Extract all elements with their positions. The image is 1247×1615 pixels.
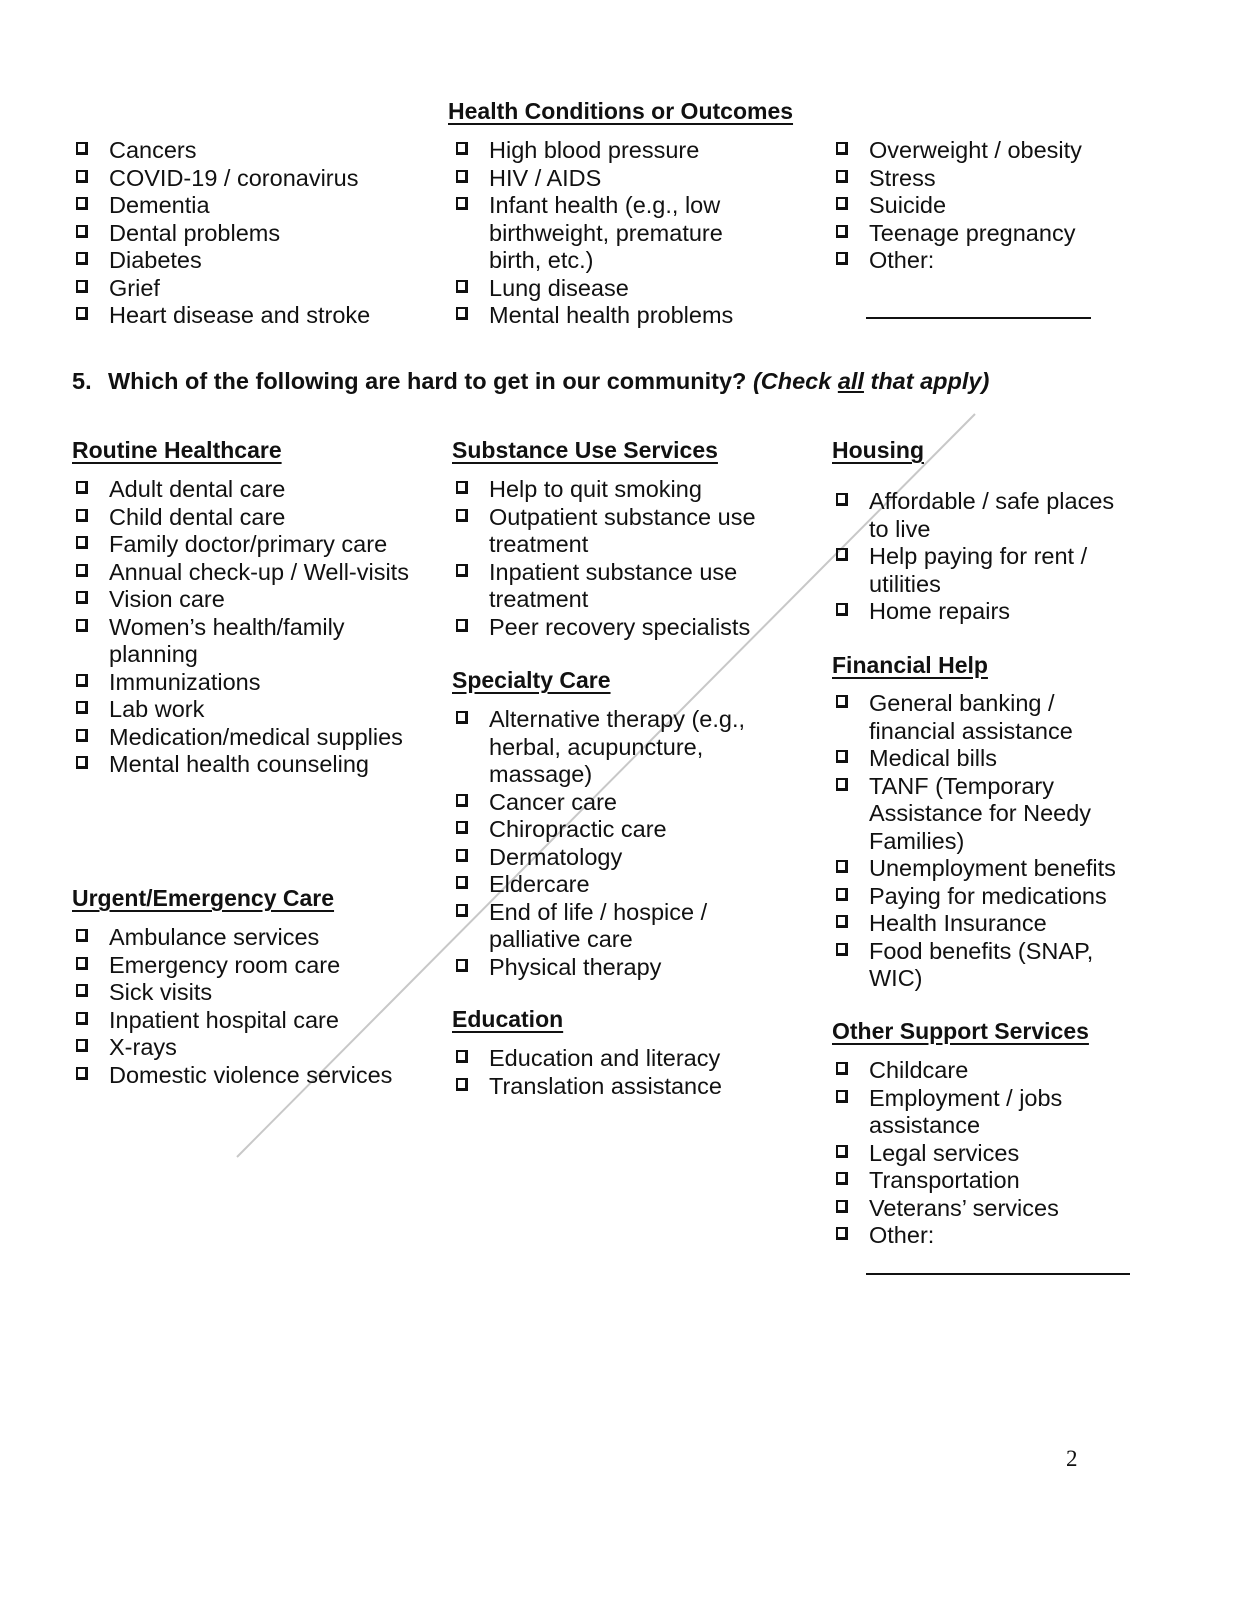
checkbox[interactable] bbox=[836, 252, 848, 265]
checklist-item-label: Lab work bbox=[109, 696, 205, 722]
education-list bbox=[452, 1045, 772, 1100]
checkbox[interactable] bbox=[76, 509, 88, 522]
checklist-item bbox=[452, 504, 772, 559]
checklist-item bbox=[832, 165, 1122, 193]
checkbox[interactable] bbox=[76, 701, 88, 714]
checklist-item-label: Employment / jobs assistance bbox=[869, 1084, 1063, 1138]
checklist-item bbox=[72, 952, 412, 980]
checklist-item-label: Grief bbox=[109, 274, 160, 301]
checkbox[interactable] bbox=[836, 1200, 848, 1213]
checkbox[interactable] bbox=[76, 1067, 88, 1080]
checkbox[interactable] bbox=[836, 493, 848, 506]
checkbox[interactable] bbox=[836, 1227, 848, 1240]
checklist-item bbox=[452, 871, 752, 899]
question-5 bbox=[72, 368, 989, 395]
checkbox[interactable] bbox=[456, 481, 468, 494]
checkbox[interactable] bbox=[76, 142, 88, 155]
checklist-item-label: Health Insurance bbox=[869, 910, 1047, 936]
checklist-item-label: Diabetes bbox=[109, 247, 202, 273]
checklist-item-label: Eldercare bbox=[489, 871, 590, 897]
checklist-item bbox=[452, 789, 752, 817]
financial-help-list bbox=[832, 690, 1122, 993]
checklist-item-label: Food benefits (SNAP, WIC) bbox=[869, 937, 1094, 991]
other-support-write-in-line[interactable] bbox=[866, 1273, 1130, 1275]
checklist-item-label: Lung disease bbox=[489, 274, 629, 301]
checklist-item bbox=[452, 559, 772, 614]
checklist-item-label: Veterans’ services bbox=[869, 1194, 1059, 1221]
checkbox[interactable] bbox=[456, 1078, 468, 1091]
substance-use-list bbox=[452, 476, 772, 641]
checklist-item-label: Women’s health/family planning bbox=[109, 613, 345, 667]
checklist-item-label: General banking / financial assistance bbox=[869, 690, 1073, 744]
routine-healthcare-list bbox=[72, 476, 412, 779]
checklist-item bbox=[832, 910, 1122, 938]
checklist-item bbox=[832, 938, 1122, 993]
checklist-item-label: Outpatient substance use treatment bbox=[489, 503, 756, 557]
checkbox[interactable] bbox=[456, 959, 468, 972]
specialty-care-list bbox=[452, 706, 752, 981]
checklist-item bbox=[72, 247, 412, 275]
checklist-item-label: COVID-19 / coronavirus bbox=[109, 164, 359, 191]
checklist-item bbox=[452, 192, 752, 275]
checklist-item bbox=[452, 476, 772, 504]
question-number: 5. bbox=[72, 368, 92, 394]
checklist-item bbox=[452, 165, 752, 193]
checkbox[interactable] bbox=[76, 957, 88, 970]
checkbox[interactable] bbox=[836, 888, 848, 901]
checklist-item bbox=[72, 696, 412, 724]
checklist-item-label: Annual check-up / Well-visits bbox=[109, 558, 409, 585]
checklist-item-label: Inpatient substance use treatment bbox=[489, 558, 738, 612]
housing-heading: Housing bbox=[832, 437, 924, 463]
checkbox[interactable] bbox=[456, 876, 468, 889]
checkbox[interactable] bbox=[76, 252, 88, 265]
checkbox[interactable] bbox=[76, 591, 88, 604]
checkbox[interactable] bbox=[836, 197, 848, 210]
checklist-item bbox=[832, 192, 1122, 220]
routine-healthcare-heading: Routine Healthcare bbox=[72, 437, 282, 463]
other-support-list bbox=[832, 1057, 1122, 1250]
checkbox[interactable] bbox=[76, 1012, 88, 1025]
checkbox[interactable] bbox=[836, 1062, 848, 1075]
checklist-item-label: Unemployment benefits bbox=[869, 855, 1116, 881]
checklist-item bbox=[832, 773, 1122, 856]
checkbox[interactable] bbox=[456, 564, 468, 577]
other-write-in-line[interactable] bbox=[866, 317, 1091, 319]
checklist-item-label: Overweight / obesity bbox=[869, 137, 1082, 163]
checklist-item bbox=[72, 137, 412, 165]
checklist-item bbox=[832, 690, 1122, 745]
checklist-item-label: Adult dental care bbox=[109, 476, 286, 502]
urgent-care-heading: Urgent/Emergency Care bbox=[72, 885, 335, 911]
urgent-care-list bbox=[72, 924, 412, 1089]
checklist-item bbox=[832, 137, 1122, 165]
checkbox[interactable] bbox=[76, 280, 88, 293]
financial-help-heading: Financial Help bbox=[832, 652, 988, 678]
checklist-item-label: Home repairs bbox=[869, 598, 1011, 624]
checklist-item bbox=[832, 1085, 1122, 1140]
checklist-item bbox=[452, 137, 752, 165]
checkbox[interactable] bbox=[456, 142, 468, 155]
checklist-item bbox=[832, 488, 1122, 543]
checklist-item bbox=[72, 165, 412, 193]
housing-list bbox=[832, 488, 1122, 626]
checklist-item-label: Infant health (e.g., low birthweight, premature birth, etc.) bbox=[489, 192, 723, 273]
checkbox[interactable] bbox=[836, 750, 848, 763]
checkbox[interactable] bbox=[76, 1039, 88, 1052]
checklist-item bbox=[72, 751, 412, 779]
checkbox[interactable] bbox=[836, 1145, 848, 1158]
checklist-item bbox=[832, 855, 1122, 883]
checkbox[interactable] bbox=[76, 756, 88, 769]
checklist-item bbox=[72, 1062, 412, 1090]
checkbox[interactable] bbox=[836, 778, 848, 791]
checkbox[interactable] bbox=[836, 1090, 848, 1103]
checklist-item-label: Alternative therapy (e.g., herbal, acupuncture, massage) bbox=[489, 706, 746, 787]
specialty-care-heading: Specialty Care bbox=[452, 667, 611, 693]
checklist-item bbox=[72, 559, 412, 587]
checklist-item-label: Medication/medical supplies bbox=[109, 723, 403, 750]
checkbox[interactable] bbox=[836, 1172, 848, 1185]
checklist-item bbox=[72, 586, 412, 614]
education-heading: Education bbox=[452, 1006, 564, 1032]
checkbox[interactable] bbox=[456, 170, 468, 183]
checklist-item-label: Mental health counseling bbox=[109, 751, 369, 777]
checkbox[interactable] bbox=[76, 619, 88, 632]
checkbox[interactable] bbox=[456, 307, 468, 320]
checklist-item-label: Sick visits bbox=[109, 979, 213, 1005]
checkbox[interactable] bbox=[456, 904, 468, 917]
checklist-item bbox=[832, 1222, 1122, 1250]
checklist-item-label: Cancer care bbox=[489, 788, 617, 815]
checklist-item-label: TANF (Temporary Assistance for Needy Families) bbox=[869, 772, 1092, 854]
checkbox[interactable] bbox=[76, 307, 88, 320]
checklist-item-label: Family doctor/primary care bbox=[109, 531, 388, 557]
checklist-item-label: Domestic violence services bbox=[109, 1061, 393, 1088]
checklist-item bbox=[832, 1167, 1122, 1195]
checklist-item-label: Translation assistance bbox=[489, 1072, 722, 1099]
checklist-item-label: Dementia bbox=[109, 192, 210, 218]
checklist-item-label: Suicide bbox=[869, 192, 947, 218]
checklist-item-label: High blood pressure bbox=[489, 137, 700, 163]
checkbox[interactable] bbox=[836, 603, 848, 616]
other-support-heading: Other Support Services bbox=[832, 1018, 1089, 1044]
checkbox[interactable] bbox=[456, 794, 468, 807]
checklist-item bbox=[452, 302, 752, 330]
checkbox[interactable] bbox=[76, 536, 88, 549]
checkbox[interactable] bbox=[836, 915, 848, 928]
checklist-item-label: Stress bbox=[869, 164, 936, 191]
checkbox[interactable] bbox=[836, 170, 848, 183]
checklist-item bbox=[832, 543, 1122, 598]
checklist-item-label: Ambulance services bbox=[109, 924, 320, 950]
checklist-item-label: Help to quit smoking bbox=[489, 476, 702, 502]
checklist-item-label: End of life / hospice / palliative care bbox=[489, 898, 708, 952]
checkbox[interactable] bbox=[836, 548, 848, 561]
health-conditions-heading: Health Conditions or Outcomes bbox=[448, 98, 794, 124]
checklist-item bbox=[832, 1140, 1122, 1168]
checklist-item bbox=[452, 275, 752, 303]
checklist-item-label: Heart disease and stroke bbox=[109, 302, 371, 328]
checklist-item-label: Paying for medications bbox=[869, 882, 1107, 909]
substance-use-heading: Substance Use Services bbox=[452, 437, 718, 463]
checklist-item bbox=[72, 192, 412, 220]
checklist-item bbox=[832, 1057, 1122, 1085]
checklist-item bbox=[72, 1034, 412, 1062]
checklist-item-label: Emergency room care bbox=[109, 951, 341, 978]
question-text: Which of the following are hard to get in our community? bbox=[108, 368, 747, 394]
checklist-item bbox=[72, 1007, 412, 1035]
checklist-item-label: Chiropractic care bbox=[489, 816, 667, 842]
checklist-item-label: Other: bbox=[869, 1222, 935, 1248]
question-note: (Check all that apply) bbox=[752, 368, 990, 394]
checklist-item bbox=[72, 504, 412, 532]
checkbox[interactable] bbox=[456, 711, 468, 724]
checklist-item-label: Legal services bbox=[869, 1139, 1020, 1166]
checklist-item bbox=[452, 899, 752, 954]
health-conditions-col1 bbox=[72, 137, 412, 330]
checklist-item-label: Help paying for rent / utilities bbox=[869, 543, 1088, 597]
checkbox[interactable] bbox=[76, 674, 88, 687]
checkbox[interactable] bbox=[456, 509, 468, 522]
checkbox[interactable] bbox=[836, 142, 848, 155]
checkbox[interactable] bbox=[456, 849, 468, 862]
checkbox[interactable] bbox=[836, 695, 848, 708]
checklist-item bbox=[452, 816, 752, 844]
checklist-item-label: X-rays bbox=[109, 1034, 177, 1060]
checklist-item-label: Medical bills bbox=[869, 745, 997, 771]
checklist-item bbox=[72, 275, 412, 303]
checklist-item bbox=[832, 883, 1122, 911]
checkbox[interactable] bbox=[836, 943, 848, 956]
checklist-item bbox=[72, 669, 412, 697]
checkbox[interactable] bbox=[456, 619, 468, 632]
checklist-item bbox=[832, 247, 1122, 275]
checklist-item bbox=[72, 302, 412, 330]
checklist-item bbox=[72, 531, 412, 559]
checkbox[interactable] bbox=[836, 225, 848, 238]
checkbox[interactable] bbox=[456, 1050, 468, 1063]
checklist-item bbox=[452, 706, 752, 789]
checklist-item-label: Physical therapy bbox=[489, 953, 662, 980]
checklist-item bbox=[72, 220, 412, 248]
checklist-item bbox=[452, 844, 752, 872]
checklist-item bbox=[832, 745, 1122, 773]
checklist-item-label: Education and literacy bbox=[489, 1045, 721, 1071]
checklist-item bbox=[452, 614, 772, 642]
checkbox[interactable] bbox=[76, 170, 88, 183]
checkbox[interactable] bbox=[76, 564, 88, 577]
checkbox[interactable] bbox=[836, 860, 848, 873]
checklist-item-label: Dental problems bbox=[109, 219, 281, 246]
checklist-item-label: Immunizations bbox=[109, 668, 261, 695]
checklist-item-label: Childcare bbox=[869, 1057, 969, 1083]
checkbox[interactable] bbox=[76, 929, 88, 942]
checklist-item-label: Inpatient hospital care bbox=[109, 1006, 339, 1033]
page-number: 2 bbox=[1066, 1446, 1078, 1471]
checklist-item bbox=[452, 954, 752, 982]
checklist-item-label: Vision care bbox=[109, 586, 225, 612]
checkbox[interactable] bbox=[76, 729, 88, 742]
checklist-item bbox=[72, 724, 412, 752]
checkbox[interactable] bbox=[456, 280, 468, 293]
checklist-item bbox=[72, 476, 412, 504]
checklist-item-label: Affordable / safe places to live bbox=[869, 488, 1115, 542]
checklist-item-label: Mental health problems bbox=[489, 302, 734, 328]
checkbox[interactable] bbox=[456, 821, 468, 834]
checklist-item-label: Dermatology bbox=[489, 843, 623, 870]
checklist-item bbox=[72, 614, 412, 669]
checklist-item bbox=[832, 1195, 1122, 1223]
checklist-item bbox=[832, 220, 1122, 248]
checkbox[interactable] bbox=[76, 197, 88, 210]
checkbox[interactable] bbox=[76, 984, 88, 997]
checklist-item-label: Transportation bbox=[869, 1167, 1020, 1193]
checkbox[interactable] bbox=[76, 225, 88, 238]
checklist-item bbox=[72, 924, 412, 952]
health-conditions-col2 bbox=[452, 137, 752, 330]
checklist-item bbox=[832, 598, 1122, 626]
checklist-item-label: HIV / AIDS bbox=[489, 164, 602, 191]
checklist-item bbox=[452, 1045, 772, 1073]
checklist-item-label: Cancers bbox=[109, 137, 197, 163]
health-conditions-col3 bbox=[832, 137, 1122, 275]
checklist-item-label: Peer recovery specialists bbox=[489, 613, 751, 640]
checkbox[interactable] bbox=[456, 197, 468, 210]
checklist-item bbox=[452, 1073, 772, 1101]
checklist-item bbox=[72, 979, 412, 1007]
checklist-item-label: Other: bbox=[869, 247, 935, 273]
checkbox[interactable] bbox=[76, 481, 88, 494]
checklist-item-label: Teenage pregnancy bbox=[869, 219, 1076, 246]
checklist-item-label: Child dental care bbox=[109, 503, 286, 530]
